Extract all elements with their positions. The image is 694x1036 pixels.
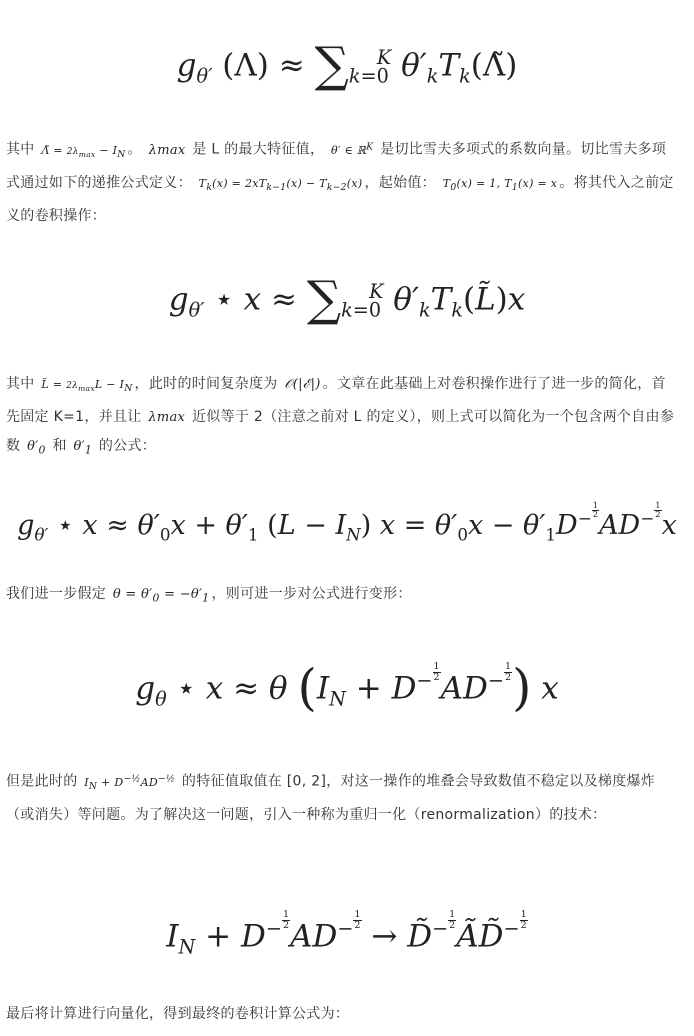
text-span: 其中 [6,141,35,158]
text-span: ，此时的时间复杂度为 [134,376,278,392]
math-inline: $\theta = \theta'_0 = -\theta'_1$ [112,587,210,605]
math-inline: L̃ = $2\lambda_{max}L - I_N$ [41,378,133,395]
math-inline: $T_k(x) = 2xT_{k-1}(x) - T_{k-2}(x)$ [198,176,363,194]
equation-single-parameter: $g_\theta$ ⋆ x ≈ θ ($I_N + D^{- \frac{1}{2}}$ $AD^{- \frac{1}{2}}$ ) x [135,658,559,717]
math-inline: λmax [148,410,186,426]
text-span: 但是此时的 [6,773,78,790]
math-inline: θ′ ∈ ℝ$^K$ [331,141,374,157]
equation-chebyshev-filter: $g_{\theta'}$ $(\Lambda) \approx \sum_{k=0}^K$ $\theta'_kT_k(\Lambdã)$ [176,37,518,94]
text-span: 是切比雪夫多项式的系数向量。切比雪夫多项式通过如下的递推公式定义： [6,141,667,191]
paragraph-single-parameter [6,580,678,613]
math-inline: 𝒪(|ℰ|) [284,377,321,392]
text-span: 最后将计算进行向量化，得到最终的卷积计算公式为： [6,1006,350,1022]
equation-two-parameter: $g_{\theta'}$ ⋆ $x \approx \theta'_0x + \theta'_1$ $(L - I_N)$ $x = \theta'_0x - \theta'_1D^{- \frac{1}{2}}$ $AD^{- \frac{1}{2}}$ x [17,500,677,545]
text-span: ，起始值： [364,174,436,191]
text-span: 其中 [6,376,35,392]
equation-chebyshev-convolution: $g_{\theta'}$ ⋆ $x \approx \sum_{k=0}^K$ $\theta'_kT_k(L̃)x$ [168,271,526,328]
text-span: ，则可进一步对公式进行变形： [211,586,412,602]
paragraph-final [6,1000,678,1028]
text-span: 和 [52,438,67,455]
text-span: 的公式： [98,438,157,455]
equation-renormalization-trick: $I_N + D^{- \frac{1}{2}}$ $AD^{- \frac{1}{2}}$ → D̃$^{- \frac{1}{2}}$ ÃD̃$^{- \frac{1}{2}}$ [166,909,527,959]
text-span: 近似等于 2（注意之前对 L 的定义），则上式可以简化为一个包含两个自由参数 [6,409,675,455]
paragraph-chebyshev-definition [6,133,678,230]
math-inline: Λ̃ = $2\lambda_{max} - I_N$ [41,143,126,160]
text-span: 。将其代入之前定义的卷积操作： [6,174,674,225]
math-inline: $I_N + D^{-\frac{1}{2}}AD^{-\frac{1}{2}}$ [84,773,176,792]
paragraph-first-order-approximation [6,370,678,465]
text-span: 。文章在此基础上对卷积操作进行了进一步的简化，首先固定 K=1，并且让 [6,376,666,426]
math-inline: λmax [148,142,186,158]
math-inline: $T_0(x) = 1$, $T_1(x) = x$ [442,176,558,194]
math-inline: $\theta'_1$ [73,439,93,457]
paragraph-renormalization [6,765,678,829]
text-span: 。 [127,141,142,158]
text-span: 我们进一步假定 [6,586,107,602]
math-inline: $\theta'_0$ [27,439,46,457]
text-span: 是 L 的最大特征值， [192,141,325,158]
text-span: 的特征值取值在 [0, 2]，对这一操作的堆叠会导致数值不稳定以及梯度爆炸（或消失）等问题。为了解决这一问题，引入一种称为重归一化（renormalization）的技术： [6,773,656,823]
